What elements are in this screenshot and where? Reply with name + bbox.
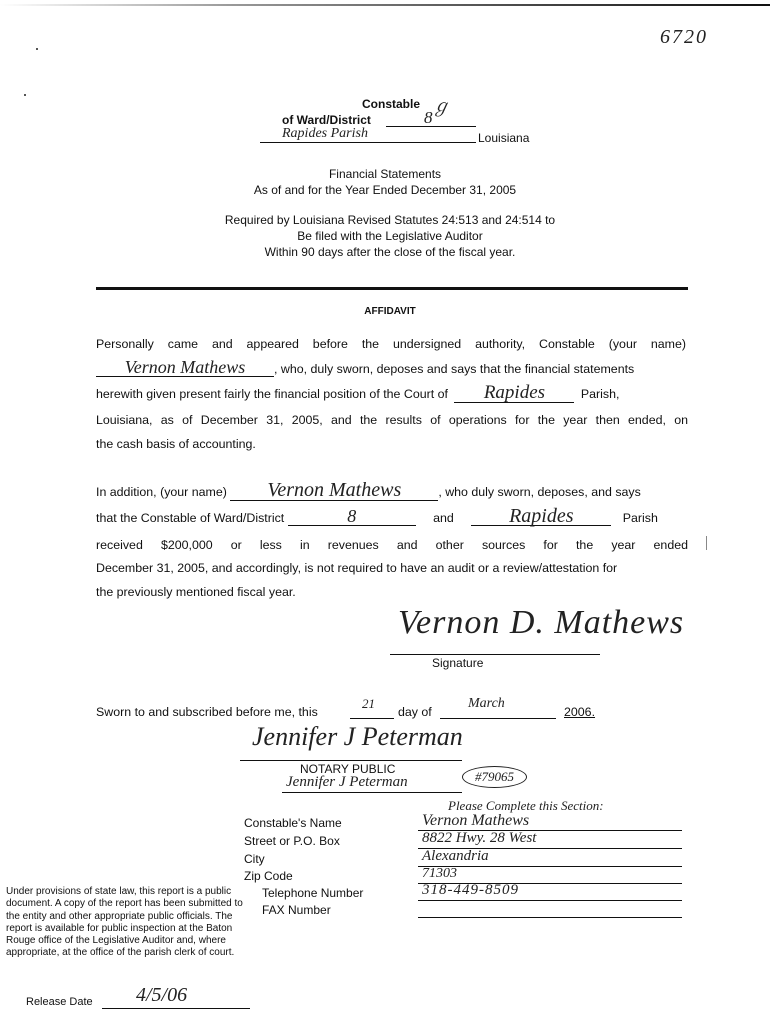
value-telephone: 318-449-8509 xyxy=(422,882,519,898)
release-date-line xyxy=(102,1008,250,1009)
affidavit-p1-line4: Louisiana, as of December 31, 2005, and the results of operations for the year then ended, on xyxy=(96,413,688,427)
affidavit-p1-line1: Personally came and appeared before the undersigned authority, Constable (your name) xyxy=(96,337,686,351)
affidavit-title: AFFIDAVIT xyxy=(364,306,416,317)
scan-speck xyxy=(706,536,707,550)
label-zip: Zip Code xyxy=(244,869,293,883)
parish-field: Rapides xyxy=(471,507,611,526)
required-line-2: Be filed with the Legislative Auditor xyxy=(297,229,483,243)
name-field: Vernon Mathews xyxy=(96,358,274,377)
constable-signature: Vernon D. Mathews xyxy=(398,604,685,641)
affidavit-p1-line2 xyxy=(96,358,688,377)
constable-label: Constable xyxy=(362,97,421,111)
scan-edge-line xyxy=(0,4,770,6)
label-telephone: Telephone Number xyxy=(262,886,364,900)
state-label: Louisiana xyxy=(478,131,530,145)
value-constable-name: Vernon Mathews xyxy=(422,812,530,829)
parish-value: Rapides Parish xyxy=(282,126,368,141)
stamp-line: appropriate, at the office of the parish clerk of court. xyxy=(6,947,235,959)
stamp-line: Under provisions of state law, this report is a public xyxy=(6,886,232,897)
label-fax: FAX Number xyxy=(262,903,331,917)
stamp-line: report is available for public inspection at the Baton xyxy=(6,922,233,934)
notary-label: NOTARY PUBLIC xyxy=(300,762,396,776)
p2-and: and xyxy=(433,511,454,525)
affidavit-p1-line3 xyxy=(96,384,688,403)
sworn-text: Sworn to and subscribed before me, this xyxy=(96,705,318,719)
affidavit-p2-line2 xyxy=(96,507,688,526)
required-line-3: Within 90 days after the close of the fiscal year. xyxy=(264,245,516,259)
scan-speck xyxy=(36,48,38,50)
signature-label: Signature xyxy=(432,656,484,670)
value-line-fax xyxy=(418,917,682,918)
stamp-line: Rouge office of the Legislative Auditor and, where xyxy=(6,935,226,947)
affidavit-p2-line5: the previously mentioned fiscal year. xyxy=(96,585,296,599)
value-city: Alexandria xyxy=(422,848,489,864)
release-date-label: Release Date xyxy=(26,996,93,1008)
notary-line xyxy=(240,760,462,761)
public-record-stamp xyxy=(6,886,276,960)
day-value: 21 xyxy=(362,696,375,711)
release-date-value: 4/5/06 xyxy=(136,984,188,1006)
required-line-1: Required by Louisiana Revised Statutes 24:513 and 24:514 to xyxy=(224,213,556,227)
affidavit-p2-line1 xyxy=(96,480,688,501)
stamp-line: document. A copy of the report has been submitted to xyxy=(6,898,243,910)
value-line-city xyxy=(418,866,682,867)
year-value: 2006. xyxy=(564,705,596,719)
scan-speck xyxy=(24,94,26,96)
affidavit-p2-line4: December 31, 2005, and accordingly, is not required to have an audit or a review/attestation for xyxy=(96,561,618,575)
p2-line2-end: Parish xyxy=(622,511,658,525)
p1-line3-end: Parish, xyxy=(580,387,620,401)
p2-line2-start: that the Constable of Ward/District xyxy=(96,511,285,525)
value-street: 8822 Hwy. 28 West xyxy=(422,830,537,846)
notary-printed-name: Jennifer J Peterman xyxy=(286,774,408,790)
constable-hand-mark: ℊ xyxy=(432,96,450,116)
ward-label: of Ward/District xyxy=(282,113,371,127)
section-rule xyxy=(96,287,688,290)
p2-line1-start: In addition, (your name) xyxy=(96,485,227,499)
value-line-telephone xyxy=(418,900,682,901)
value-zip: 71303 xyxy=(422,866,457,881)
label-city: City xyxy=(244,852,265,866)
p2-line1-end: , who duly sworn, deposes, and says xyxy=(438,485,641,499)
title-line-2: As of and for the Year Ended December 31, 2005 xyxy=(253,183,517,197)
section-note: Please Complete this Section: xyxy=(448,798,604,813)
notary-id: #79065 xyxy=(462,766,527,788)
ward-field: 8 xyxy=(288,507,416,526)
signature-line xyxy=(390,654,600,655)
month-line xyxy=(440,718,556,719)
label-constable-name: Constable's Name xyxy=(244,816,342,830)
ward-value: 8 xyxy=(424,108,433,127)
stamp-line: the entity and other appropriate public officials. The xyxy=(6,910,233,922)
parish-line xyxy=(260,142,476,143)
title-line-1: Financial Statements xyxy=(328,167,442,181)
affidavit-p2-line3: received $200,000 or less in revenues and other sources for the year ended xyxy=(96,538,688,552)
month-value: March xyxy=(468,696,505,711)
day-of-label: day of xyxy=(398,705,432,719)
notary-print-line xyxy=(282,792,462,793)
affidavit-p1-line5: the cash basis of accounting. xyxy=(96,437,256,451)
p1-line2-text: , who, duly sworn, deposes and says that the financial statements xyxy=(274,362,635,376)
court-parish-field: Rapides xyxy=(454,384,574,403)
day-line xyxy=(350,718,394,719)
label-street: Street or P.O. Box xyxy=(244,834,340,848)
doc-number: 6720 xyxy=(660,26,708,48)
notary-signature: Jennifer J Peterman xyxy=(252,722,463,751)
name2-field: Vernon Mathews xyxy=(230,480,438,501)
p1-line3-text: herewith given present fairly the financial position of the Court of xyxy=(96,387,448,401)
